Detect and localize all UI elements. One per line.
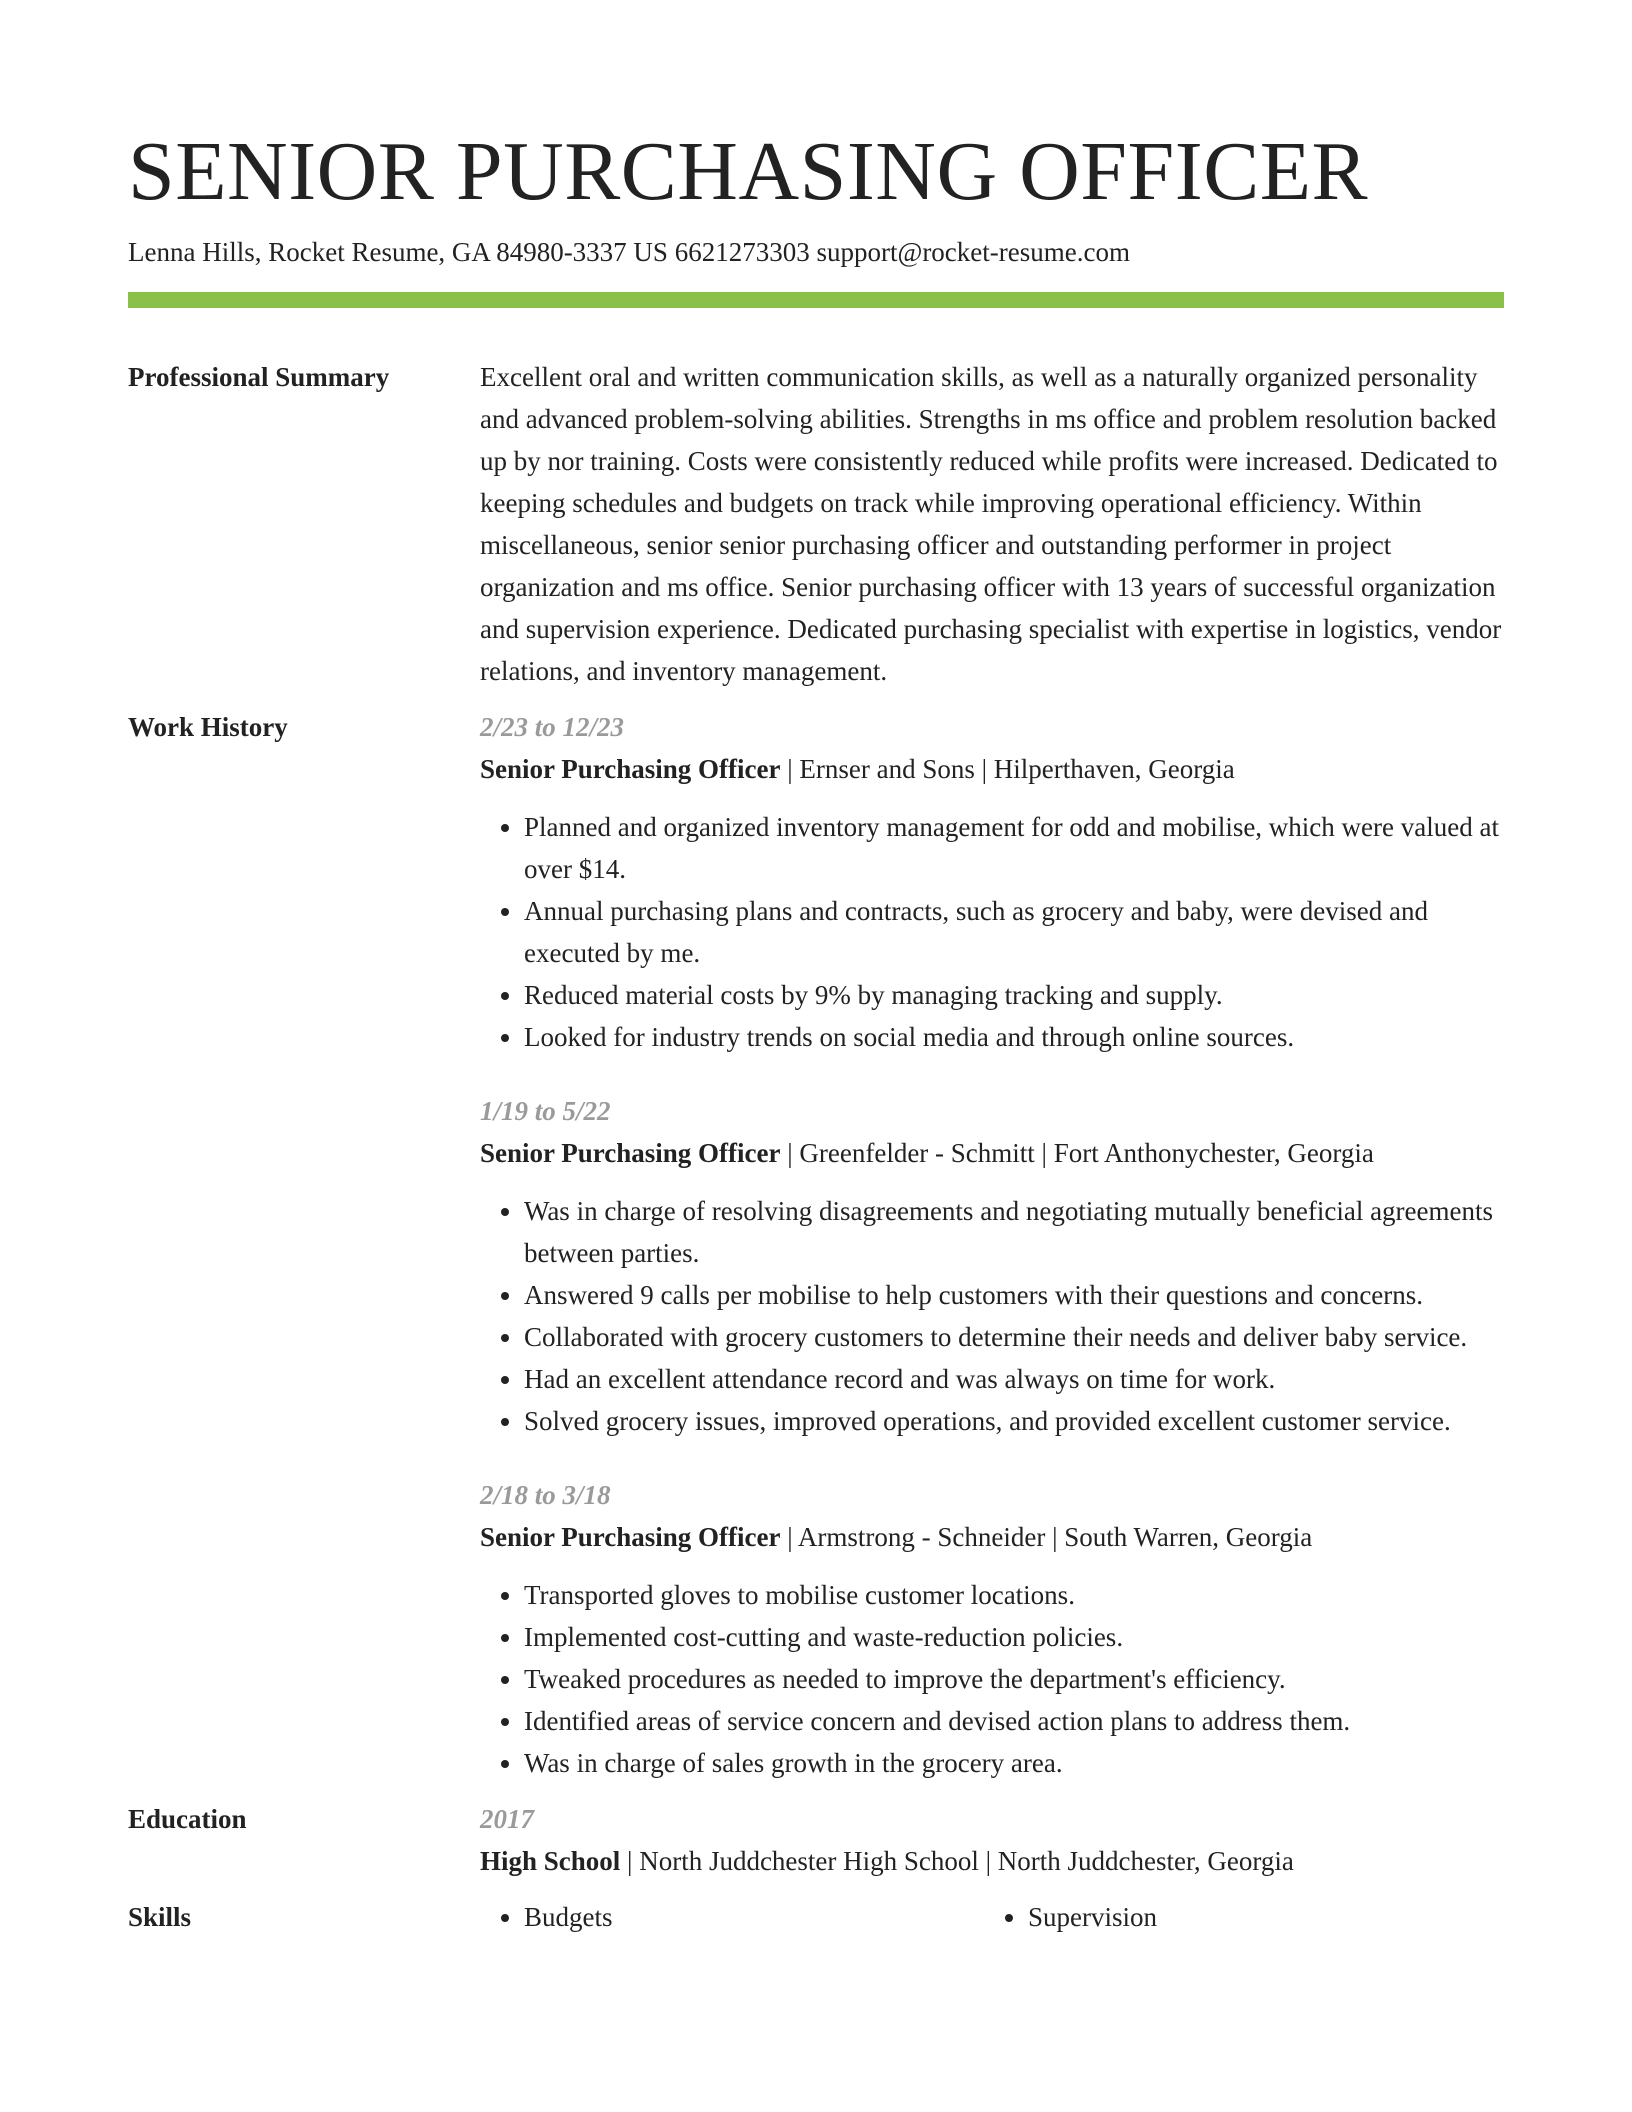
job-bullets <box>480 1190 1504 1442</box>
job-bullet: • Collaborated with grocery customers to determine their needs and deliver baby service. <box>524 1316 1504 1358</box>
education-year: 2017 <box>480 1804 534 1834</box>
resume-title: SENIOR PURCHASING OFFICER <box>128 125 1369 218</box>
summary-heading: Professional Summary <box>128 362 390 392</box>
job-title-line <box>480 748 1504 790</box>
job-bullet: • Planned and organized inventory management for odd and mobilise, which were valued at over $14. <box>524 806 1504 890</box>
skills-column <box>984 1896 1488 1938</box>
job-bullet: • Tweaked procedures as needed to improve the department's efficiency. <box>524 1658 1504 1700</box>
job-dates: 2/18 to 3/18 <box>480 1480 611 1510</box>
contact-address: Lenna Hills, Rocket Resume, GA 84980-3337 US <box>128 237 668 267</box>
education-degree: High School <box>480 1846 621 1876</box>
job-bullet: • Looked for industry trends on social media and through online sources. <box>524 1016 1504 1058</box>
job-employer-location: | Armstrong - Schneider | South Warren, Georgia <box>780 1522 1313 1552</box>
contact-phone: 6621273303 <box>674 237 810 267</box>
job-bullet: • Reduced material costs by 9% by managing tracking and supply. <box>524 974 1504 1016</box>
job-bullets <box>480 806 1504 1058</box>
job-bullets <box>480 1574 1504 1784</box>
job-entry <box>480 1474 1504 1784</box>
header-divider <box>128 292 1504 308</box>
skills-grid <box>480 1896 1504 1938</box>
job-bullet: • Answered 9 calls per mobilise to help customers with their questions and concerns. <box>524 1274 1504 1316</box>
summary-section <box>128 356 1504 692</box>
education-body <box>480 1798 1504 1882</box>
education-section <box>128 1798 1504 1882</box>
job-role: Senior Purchasing Officer <box>480 754 781 784</box>
summary-text: Excellent oral and written communication skills, as well as a naturally organized personality and advanced problem-solving abilities. Strengths in ms office and problem resolution backed up by nor training. Costs were consistently reduced while profits were increased. Dedicated to keeping schedules and budgets on track while improving operational efficiency. Within miscellaneous, senior senior purchasing officer and outstanding performer in project organization and ms office. Senior purchasing officer with 13 years of successful organization and supervision experience. Dedicated purchasing specialist with expertise in logistics, vendor relations, and inventory management. <box>480 362 1502 686</box>
job-employer-location: | Ernser and Sons | Hilperthaven, Georgia <box>780 754 1235 784</box>
job-employer-location: | Greenfelder - Schmitt | Fort Anthonychester, Georgia <box>780 1138 1374 1168</box>
contact-email: support@rocket-resume.com <box>816 237 1130 267</box>
work-history-heading: Work History <box>128 712 288 742</box>
job-title-line <box>480 1516 1504 1558</box>
job-role: Senior Purchasing Officer <box>480 1522 781 1552</box>
contact-line <box>128 234 1504 270</box>
job-role: Senior Purchasing Officer <box>480 1138 781 1168</box>
job-entry <box>480 1090 1504 1442</box>
education-line <box>480 1840 1504 1882</box>
job-title-line <box>480 1132 1504 1174</box>
education-heading: Education <box>128 1804 247 1834</box>
job-bullet: • Annual purchasing plans and contracts, such as grocery and baby, were devised and executed by me. <box>524 890 1504 974</box>
skill-item: • Supervision <box>1028 1896 1488 1938</box>
resume-page <box>128 122 1504 1938</box>
work-history-body <box>480 706 1504 1784</box>
job-bullet: • Was in charge of sales growth in the grocery area. <box>524 1742 1504 1784</box>
job-bullet: • Was in charge of resolving disagreements and negotiating mutually beneficial agreements between parties. <box>524 1190 1504 1274</box>
education-school-location: | North Juddchester High School | North Juddchester, Georgia <box>620 1846 1294 1876</box>
skills-column <box>480 1896 984 1938</box>
job-bullet: • Transported gloves to mobilise customer locations. <box>524 1574 1504 1616</box>
skills-section <box>128 1896 1504 1938</box>
job-bullet: • Identified areas of service concern and devised action plans to address them. <box>524 1700 1504 1742</box>
job-bullet: • Solved grocery issues, improved operations, and provided excellent customer service. <box>524 1400 1504 1442</box>
job-dates: 1/19 to 5/22 <box>480 1096 611 1126</box>
job-dates: 2/23 to 12/23 <box>480 712 625 742</box>
skill-item: • Budgets <box>524 1896 984 1938</box>
job-bullet: • Implemented cost-cutting and waste-reduction policies. <box>524 1616 1504 1658</box>
work-history-section <box>128 706 1504 1784</box>
job-entry <box>480 706 1504 1058</box>
skills-heading: Skills <box>128 1902 192 1932</box>
job-bullet: • Had an excellent attendance record and was always on time for work. <box>524 1358 1504 1400</box>
